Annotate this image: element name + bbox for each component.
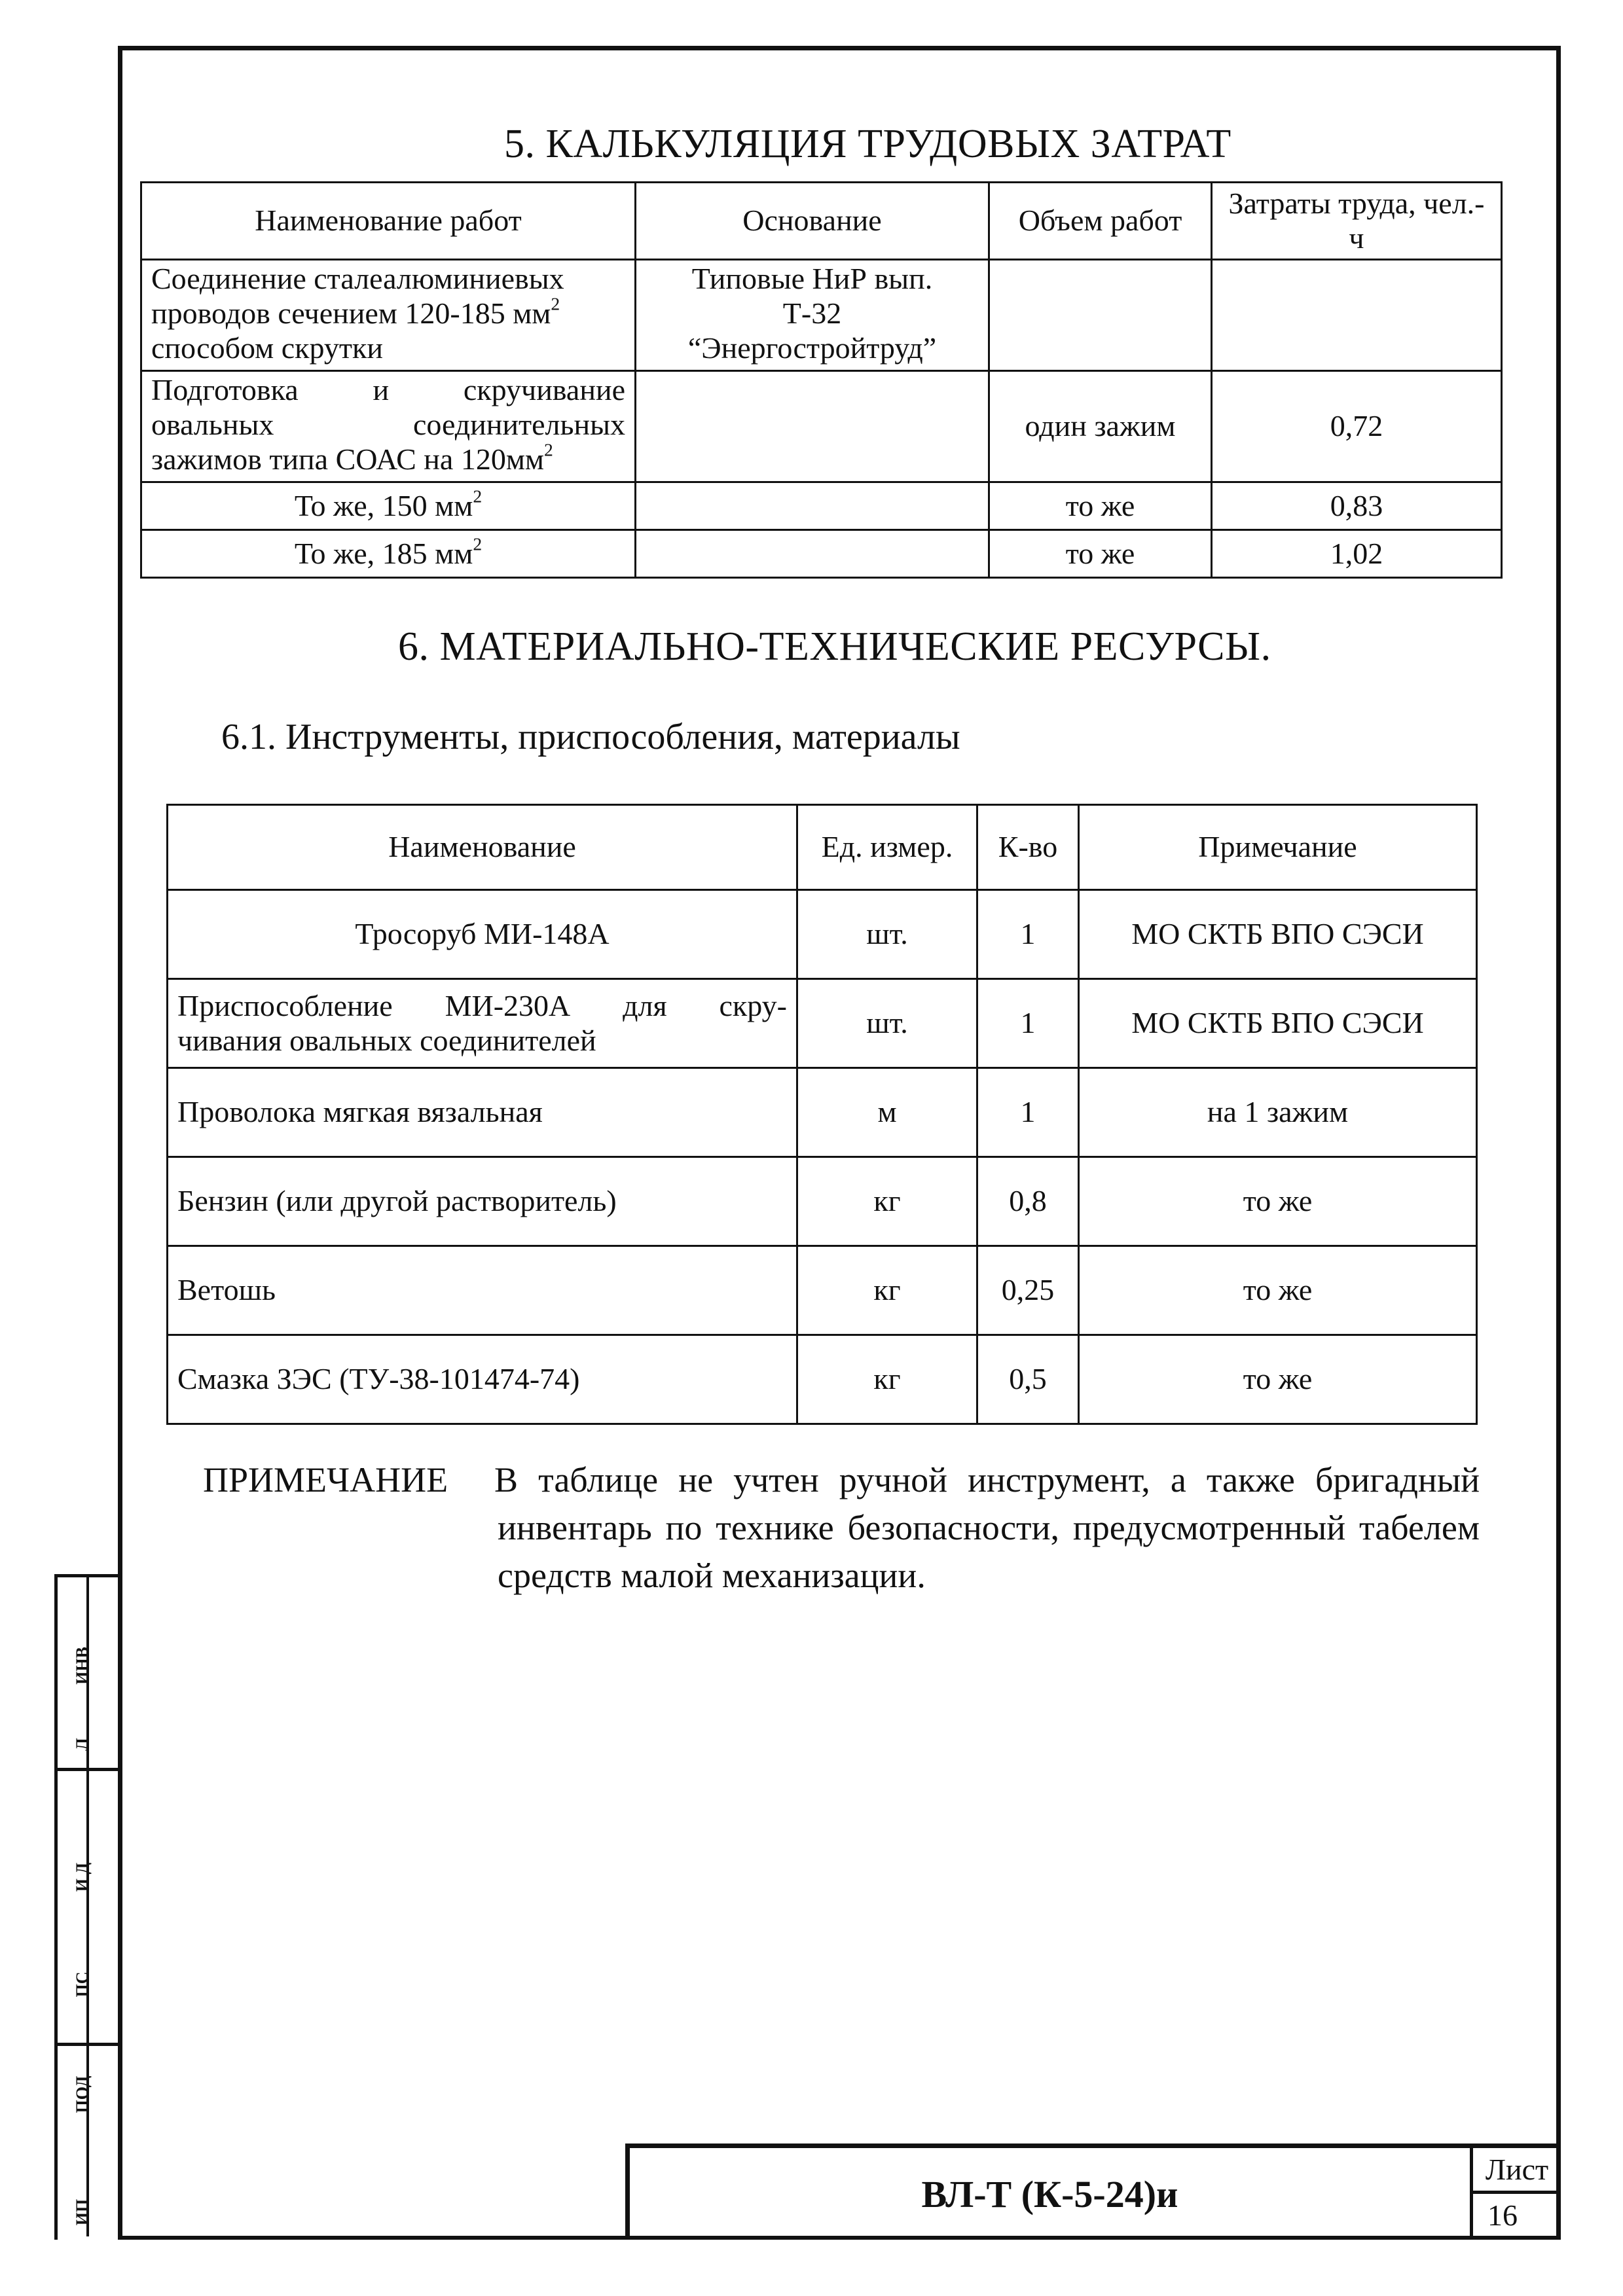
cell-text: зажимов типа СОАС на 120мм [151,442,545,476]
document-code: ВЛ-Т (К-5-24)и [921,2172,1178,2215]
margin-label: ПС [73,1971,92,1998]
title-block [625,2144,1561,2240]
header-cell: К-во [977,805,1079,890]
volume-cell: один зажим [989,371,1212,482]
table-row [168,890,1477,979]
basis-cell [636,260,989,371]
work-name-cell [141,371,636,482]
margin-label: И Д [73,1862,92,1892]
work-name-cell [141,530,636,578]
unit-cell: кг [797,1246,977,1335]
cell-text: проводов сечением 120-185 мм [151,296,551,330]
section-6-title: 6. МАТЕРИАЛЬНО-ТЕХНИЧЕСКИЕ РЕСУРСЫ. [398,624,1271,669]
note-cell: МО СКТБ ВПО СЭСИ [1079,890,1477,979]
qty-cell: 0,5 [977,1335,1079,1424]
table-row [168,1335,1477,1424]
basis-cell [636,482,989,530]
table-row [141,530,1502,578]
cell-line: способом скрутки [151,331,383,365]
margin-label: ИП [73,2198,92,2226]
item-name-cell: Бензин (или другой растворитель) [168,1157,797,1246]
labor-cell [1212,260,1502,371]
item-name-cell: Тросоруб МИ-148А [168,890,797,979]
item-name-cell: Смазка ЗЭС (ТУ-38-101474-74) [168,1335,797,1424]
sheet-number: 16 [1487,2198,1518,2232]
cell-line: Приспособление МИ-230А для скру- [177,988,787,1022]
work-name-cell [141,260,636,371]
table-header-row [168,805,1477,890]
superscript: 2 [544,439,553,460]
cell-line: Т-32 [782,296,842,330]
resources-table [166,804,1478,1425]
cell-text: То же, 150 мм [294,488,473,522]
header-cell: Примечание [1079,805,1477,890]
cell-line: Соединение сталеалюминиевых [151,262,564,295]
item-name-cell: Проволока мягкая вязальная [168,1068,797,1157]
table-row [141,482,1502,530]
cell-line [151,293,625,331]
cell-line: Типовые НиР вып. [691,262,933,295]
superscript: 2 [551,293,560,314]
table-row [141,371,1502,482]
basis-cell [636,530,989,578]
cell-text: То же, 185 мм [294,536,473,570]
table-row [168,1157,1477,1246]
labor-cell: 1,02 [1212,530,1502,578]
unit-cell: шт. [797,890,977,979]
qty-cell: 1 [977,1068,1079,1157]
note-cell: то же [1079,1157,1477,1246]
margin-label: ПОД [73,2075,92,2113]
note-cell: на 1 зажим [1079,1068,1477,1157]
qty-cell: 1 [977,890,1079,979]
volume-cell: то же [989,530,1212,578]
header-cell: Наименование [168,805,797,890]
qty-cell: 1 [977,979,1079,1068]
section-6-1-subtitle: 6.1. Инструменты, приспособления, материалы [221,717,960,757]
unit-cell: кг [797,1157,977,1246]
margin-label: ИНВ [73,1647,92,1685]
unit-cell: кг [797,1335,977,1424]
note-cell: МО СКТБ ВПО СЭСИ [1079,979,1477,1068]
table-row [168,1068,1477,1157]
note-label: ПРИМЕЧАНИЕ [203,1460,448,1499]
margin-stamp-strip [54,1574,118,2240]
volume-cell: то же [989,482,1212,530]
cell-line: Подготовка и скручивание [151,373,625,406]
qty-cell: 0,25 [977,1246,1079,1335]
strip-divider [58,1768,121,1771]
header-cell: Объем работ [989,183,1212,260]
cell-line: “Энергостройтруд” [687,331,937,365]
item-name-cell [168,979,797,1068]
cell-line: чивания овальных соединителей [177,1023,596,1057]
qty-cell: 0,8 [977,1157,1079,1246]
item-name-cell: Ветошь [168,1246,797,1335]
header-cell: Основание [636,183,989,260]
table-row [168,979,1477,1068]
header-cell: Затраты труда, чел.-ч [1212,183,1502,260]
table-row [168,1246,1477,1335]
work-name-cell [141,482,636,530]
margin-label: Л [73,1738,92,1751]
sheet-box [1470,2148,1561,2240]
section-5-title: 5. КАЛЬКУЛЯЦИЯ ТРУДОВЫХ ЗАТРАТ [504,122,1231,166]
note-text: инвентарь по технике безопасности, предусмотренный табелем средств малой механизации. [498,1508,1480,1595]
header-cell: Ед. измер. [797,805,977,890]
superscript: 2 [473,485,483,506]
basis-cell [636,371,989,482]
note-cell: то же [1079,1335,1477,1424]
cell-line: овальных соединительных [151,407,625,441]
unit-cell: м [797,1068,977,1157]
sheet-label: Лист [1473,2148,1561,2194]
note-first-line: В таблице не учтен ручной инструмент, а также бригадный [494,1460,1480,1499]
note-cell: то же [1079,1246,1477,1335]
table-row [141,260,1502,371]
labor-cell: 0,72 [1212,371,1502,482]
table-header-row [141,183,1502,260]
labor-cell: 0,83 [1212,482,1502,530]
header-cell: Наименование работ [141,183,636,260]
cell-line [151,439,625,477]
strip-divider [58,2043,121,2046]
strip-divider [58,1574,121,1577]
volume-cell [989,260,1212,371]
superscript: 2 [473,533,483,554]
labor-cost-table [140,181,1503,579]
unit-cell: шт. [797,979,977,1068]
